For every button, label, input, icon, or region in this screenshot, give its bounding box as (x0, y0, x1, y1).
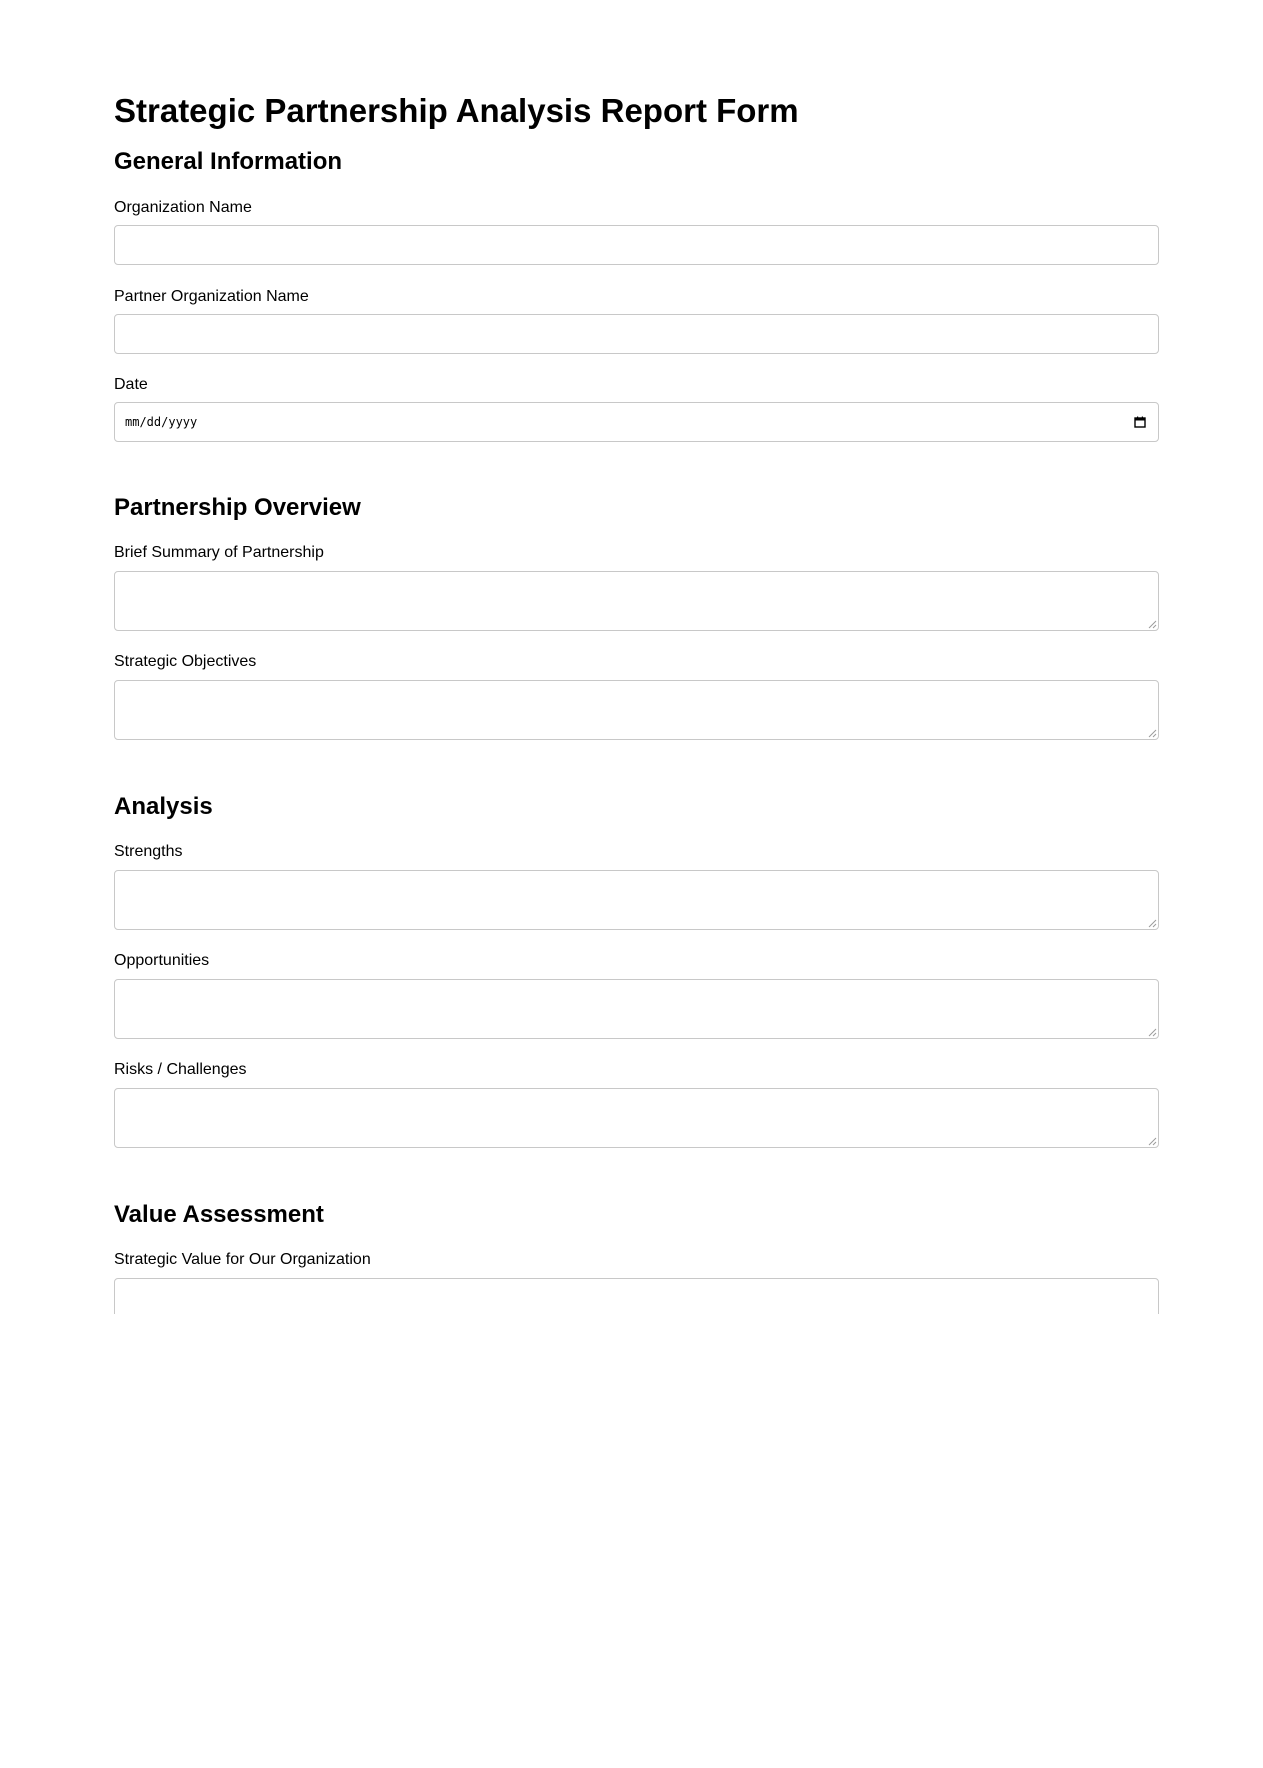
risks-challenges-textarea[interactable] (114, 1088, 1159, 1148)
resize-handle-icon[interactable] (1148, 1028, 1157, 1037)
date-label: Date (114, 376, 148, 393)
section-heading-analysis: Analysis (114, 793, 213, 820)
brief-summary-textarea[interactable] (114, 571, 1159, 631)
calendar-icon[interactable] (1134, 416, 1146, 428)
organization-name-input[interactable] (114, 225, 1159, 265)
resize-handle-icon[interactable] (1148, 729, 1157, 738)
risks-challenges-label: Risks / Challenges (114, 1061, 247, 1078)
form-title: Strategic Partnership Analysis Report Form (114, 92, 799, 129)
strategic-value-textarea[interactable] (114, 1278, 1159, 1314)
form-page (114, 0, 1159, 1314)
partner-organization-name-input[interactable] (114, 314, 1159, 354)
resize-handle-icon[interactable] (1148, 919, 1157, 928)
strategic-value-label: Strategic Value for Our Organization (114, 1251, 371, 1268)
resize-handle-icon[interactable] (1148, 1137, 1157, 1146)
strengths-textarea[interactable] (114, 870, 1159, 930)
brief-summary-label: Brief Summary of Partnership (114, 544, 324, 561)
opportunities-textarea[interactable] (114, 979, 1159, 1039)
opportunities-label: Opportunities (114, 952, 210, 969)
strengths-label: Strengths (114, 843, 183, 860)
strategic-objectives-textarea[interactable] (114, 680, 1159, 740)
date-input[interactable] (114, 402, 1159, 442)
organization-name-label: Organization Name (114, 199, 252, 216)
section-heading-general-information: General Information (114, 148, 343, 175)
resize-handle-icon[interactable] (1148, 620, 1157, 629)
section-heading-value-assessment: Value Assessment (114, 1201, 324, 1228)
section-heading-partnership-overview: Partnership Overview (114, 494, 361, 521)
strategic-objectives-label: Strategic Objectives (114, 653, 257, 670)
date-placeholder: mm/dd/yyyy (125, 415, 198, 429)
partner-organization-name-label: Partner Organization Name (114, 288, 309, 305)
